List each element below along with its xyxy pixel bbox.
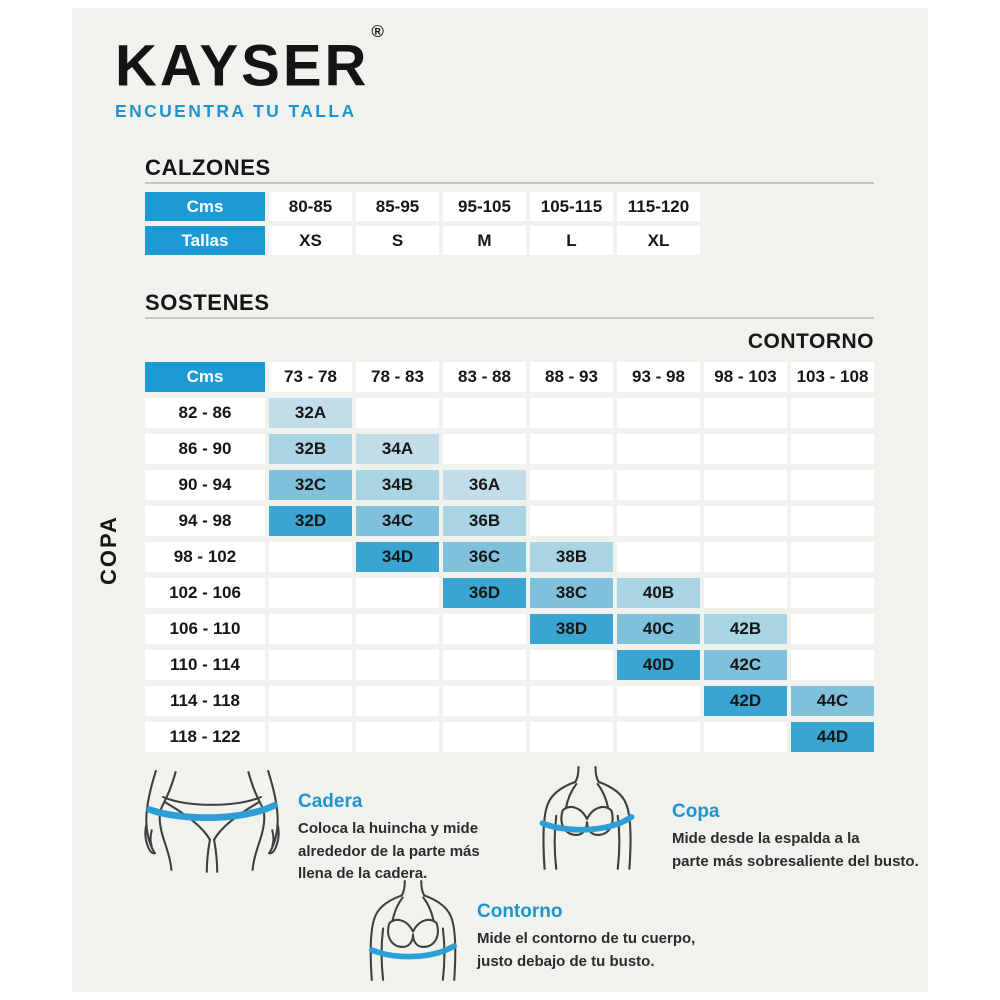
sostenes-empty-cell [269, 722, 352, 752]
sostenes-size-cell: 34B [356, 470, 439, 500]
sostenes-empty-cell [356, 614, 439, 644]
sostenes-copa-range-cell: 94 - 98 [145, 506, 265, 536]
sostenes-copa-range-cell: 114 - 118 [145, 686, 265, 716]
sostenes-empty-cell [269, 614, 352, 644]
sostenes-contorno-header-cell: 98 - 103 [704, 362, 787, 392]
sostenes-size-cell: 42D [704, 686, 787, 716]
sostenes-size-cell: 38B [530, 542, 613, 572]
sostenes-size-table [145, 362, 874, 752]
sostenes-empty-cell [617, 542, 700, 572]
sostenes-empty-cell [530, 722, 613, 752]
sostenes-empty-cell [269, 578, 352, 608]
sostenes-empty-cell [617, 506, 700, 536]
sostenes-empty-cell [791, 434, 874, 464]
contorno-axis-label: CONTORNO [747, 330, 874, 353]
calzones-talla-cell: XS [269, 226, 352, 255]
guide-text-line: llena de la cadera. [298, 865, 428, 882]
calzones-cms-cell: 105-115 [530, 192, 613, 221]
sostenes-empty-cell [704, 434, 787, 464]
sostenes-size-cell: 34C [356, 506, 439, 536]
contorno-guide-title: Contorno [477, 901, 563, 922]
sostenes-empty-cell [617, 686, 700, 716]
sostenes-size-cell: 40D [617, 650, 700, 680]
sostenes-size-cell: 44C [791, 686, 874, 716]
cadera-guide-title: Cadera [298, 791, 363, 812]
sostenes-size-cell: 42B [704, 614, 787, 644]
sostenes-empty-cell [356, 650, 439, 680]
sostenes-contorno-header-cell: 78 - 83 [356, 362, 439, 392]
sostenes-empty-cell [356, 398, 439, 428]
sostenes-empty-cell [356, 578, 439, 608]
calzones-talla-cell: M [443, 226, 526, 255]
copa-guide-title: Copa [672, 801, 720, 822]
sostenes-empty-cell [704, 578, 787, 608]
sostenes-copa-range-cell: 102 - 106 [145, 578, 265, 608]
sostenes-empty-cell [530, 470, 613, 500]
sostenes-empty-cell [530, 686, 613, 716]
guide-text-line: Coloca la huincha y mide [298, 820, 479, 837]
sostenes-copa-range-cell: 118 - 122 [145, 722, 265, 752]
sostenes-cms-header: Cms [145, 362, 265, 392]
sostenes-empty-cell [356, 686, 439, 716]
calzones-cms-cell: 95-105 [443, 192, 526, 221]
sostenes-size-cell: 38D [530, 614, 613, 644]
sostenes-contorno-header-cell: 103 - 108 [791, 362, 874, 392]
sostenes-size-cell: 40C [617, 614, 700, 644]
sostenes-contorno-header-cell: 88 - 93 [530, 362, 613, 392]
sostenes-size-cell: 32B [269, 434, 352, 464]
cadera-guide [298, 791, 480, 886]
sostenes-empty-cell [704, 542, 787, 572]
sostenes-empty-cell [617, 722, 700, 752]
guide-text-line: Mide el contorno de tu cuerpo, [477, 930, 696, 947]
guide-text-line: Mide desde la espalda a la [672, 830, 860, 847]
sostenes-size-cell: 36D [443, 578, 526, 608]
contorno-measure-tape [372, 946, 454, 957]
brand-tagline: ENCUENTRA TU TALLA [115, 101, 357, 121]
sostenes-size-cell: 36C [443, 542, 526, 572]
copa-axis-label: COPA [96, 515, 121, 585]
sostenes-empty-cell [269, 686, 352, 716]
contorno-guide-text [477, 928, 695, 973]
sostenes-empty-cell [443, 614, 526, 644]
sostenes-empty-cell [443, 398, 526, 428]
sostenes-contorno-header-cell: 93 - 98 [617, 362, 700, 392]
sostenes-empty-cell [356, 722, 439, 752]
sostenes-empty-cell [791, 470, 874, 500]
calzones-talla-cell: L [530, 226, 613, 255]
sostenes-empty-cell [530, 650, 613, 680]
sostenes-size-cell: 34D [356, 542, 439, 572]
sostenes-section-title: SOSTENES [145, 290, 270, 315]
sostenes-contorno-header-cell: 73 - 78 [269, 362, 352, 392]
sostenes-size-cell: 32C [269, 470, 352, 500]
sostenes-empty-cell [791, 542, 874, 572]
sostenes-copa-range-cell: 86 - 90 [145, 434, 265, 464]
copa-guide-text [672, 828, 919, 873]
guide-text-line: alrededor de la parte más [298, 842, 480, 860]
sostenes-empty-cell [791, 506, 874, 536]
sostenes-contorno-header-cell: 83 - 88 [443, 362, 526, 392]
cadera-guide-text [298, 818, 480, 886]
sostenes-size-cell: 44D [791, 722, 874, 752]
sostenes-copa-range-cell: 106 - 110 [145, 614, 265, 644]
calzones-cms-cell: 80-85 [269, 192, 352, 221]
sostenes-size-cell: 42C [704, 650, 787, 680]
calzones-size-table [145, 192, 700, 255]
sostenes-size-cell: 36A [443, 470, 526, 500]
calzones-cms-header: Cms [145, 192, 265, 221]
sostenes-empty-cell [617, 398, 700, 428]
sostenes-size-cell: 40B [617, 578, 700, 608]
guide-text-line: parte más sobresaliente del busto. [672, 852, 919, 870]
sostenes-empty-cell [443, 650, 526, 680]
calzones-divider [145, 182, 874, 184]
sostenes-copa-range-cell: 110 - 114 [145, 650, 265, 680]
brand-logo-text: KAYSER [115, 33, 370, 99]
sostenes-empty-cell [617, 434, 700, 464]
hips-measure-illustration [133, 770, 291, 874]
sostenes-empty-cell [704, 470, 787, 500]
sostenes-empty-cell [704, 398, 787, 428]
bust-contorno-illustration [360, 880, 466, 983]
sostenes-empty-cell [617, 470, 700, 500]
calzones-cms-cell: 85-95 [356, 192, 439, 221]
calzones-cms-cell: 115-120 [617, 192, 700, 221]
calzones-tallas-header: Tallas [145, 226, 265, 255]
sostenes-copa-range-cell: 82 - 86 [145, 398, 265, 428]
calzones-talla-cell: XL [617, 226, 700, 255]
sostenes-empty-cell [530, 434, 613, 464]
bust-copa-illustration [534, 766, 640, 872]
sostenes-size-cell: 38C [530, 578, 613, 608]
sostenes-size-cell: 36B [443, 506, 526, 536]
sostenes-divider [145, 317, 874, 319]
calzones-section-title: CALZONES [145, 155, 271, 180]
sostenes-size-cell: 32D [269, 506, 352, 536]
sostenes-size-cell: 34A [356, 434, 439, 464]
contorno-guide [477, 901, 695, 973]
sostenes-size-cell: 32A [269, 398, 352, 428]
hips-measure-tape [150, 805, 275, 817]
sostenes-empty-cell [443, 434, 526, 464]
sostenes-empty-cell [791, 614, 874, 644]
calzones-talla-cell: S [356, 226, 439, 255]
registered-trademark-symbol: ® [371, 22, 384, 41]
sostenes-copa-range-cell: 98 - 102 [145, 542, 265, 572]
copa-guide [672, 801, 919, 873]
sostenes-empty-cell [443, 686, 526, 716]
sostenes-empty-cell [704, 506, 787, 536]
sostenes-empty-cell [443, 722, 526, 752]
sostenes-empty-cell [791, 398, 874, 428]
sostenes-empty-cell [530, 506, 613, 536]
sostenes-empty-cell [704, 722, 787, 752]
sostenes-empty-cell [791, 650, 874, 680]
sostenes-empty-cell [791, 578, 874, 608]
sostenes-empty-cell [269, 650, 352, 680]
guide-text-line: justo debajo de tu busto. [477, 952, 655, 970]
sostenes-copa-range-cell: 90 - 94 [145, 470, 265, 500]
sostenes-empty-cell [530, 398, 613, 428]
sostenes-empty-cell [269, 542, 352, 572]
brand-logo [115, 22, 384, 99]
